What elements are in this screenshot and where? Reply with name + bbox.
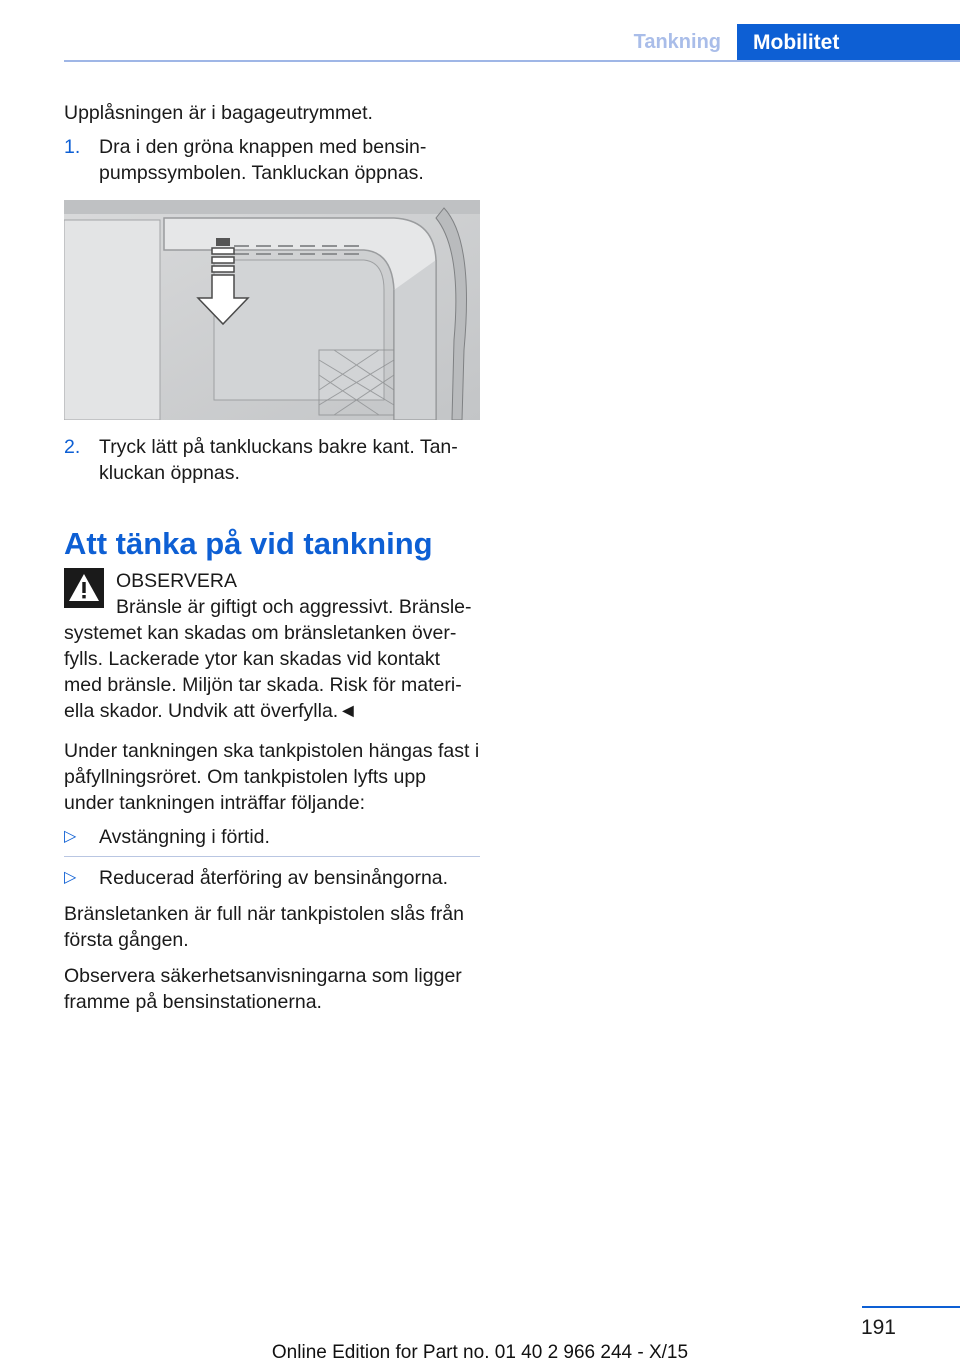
step-item [64, 434, 480, 486]
step-text: Dra i den gröna knappen med bensin-pumpssymbolen. Tankluckan öppnas. [99, 136, 427, 184]
header-section-tab[interactable]: Tankning [633, 31, 721, 53]
list-item-text: Reducerad återföring av bensinångorna. [99, 867, 449, 889]
section-title: Att tänka på vid tankning [64, 526, 433, 561]
step-number: 2. [64, 436, 81, 458]
page-header [64, 24, 960, 62]
page-content [64, 100, 480, 1015]
warning-text: Bränsle är giftigt och aggressivt. Bränsle-systemet kan skadas om bränsletanken över-fylls. Lackerade ytor kan skadas vid kontakt med bränsle. Miljön tar skada. Risk för materi-ella skador. Undvik att överfylla.◄ [64, 596, 472, 722]
triangle-bullet-icon: ▷ [64, 828, 77, 845]
header-chapter-tab[interactable]: Mobilitet [737, 24, 960, 62]
body-paragraph: Observera säkerhetsanvisningarna som ligger framme på bensinstationerna. [64, 965, 462, 1013]
list-item-text: Avstängning i förtid. [99, 826, 270, 848]
body-paragraph: Bränsletanken är full när tankpistolen slås från första gången. [64, 903, 464, 951]
footer-divider [862, 1306, 960, 1308]
trunk-release-arrow-illustration [64, 200, 480, 420]
triangle-bullet-icon: ▷ [64, 869, 77, 886]
intro-text: Upplåsningen är i bagageutrymmet. [64, 102, 373, 124]
warning-triangle-icon [64, 568, 104, 608]
footer-edition-text: Online Edition for Part no. 01 40 2 966 244 - X/15 [271, 1342, 689, 1363]
list-item [64, 824, 480, 850]
warning-notice [64, 568, 480, 724]
body-paragraph: Under tankningen ska tankpistolen hängas fast i påfyllningsröret. Om tankpistolen lyfts upp under tankningen inträffar följande: [64, 740, 480, 814]
warning-label: OBSERVERA [116, 570, 238, 592]
page-number: 191 [860, 1316, 896, 1339]
step-item [64, 134, 480, 186]
step-number: 1. [64, 136, 81, 158]
list-divider [64, 856, 480, 857]
list-item [64, 865, 480, 891]
header-divider [64, 60, 960, 62]
step-text: Tryck lätt på tankluckans bakre kant. Tan-kluckan öppnas. [99, 436, 458, 484]
